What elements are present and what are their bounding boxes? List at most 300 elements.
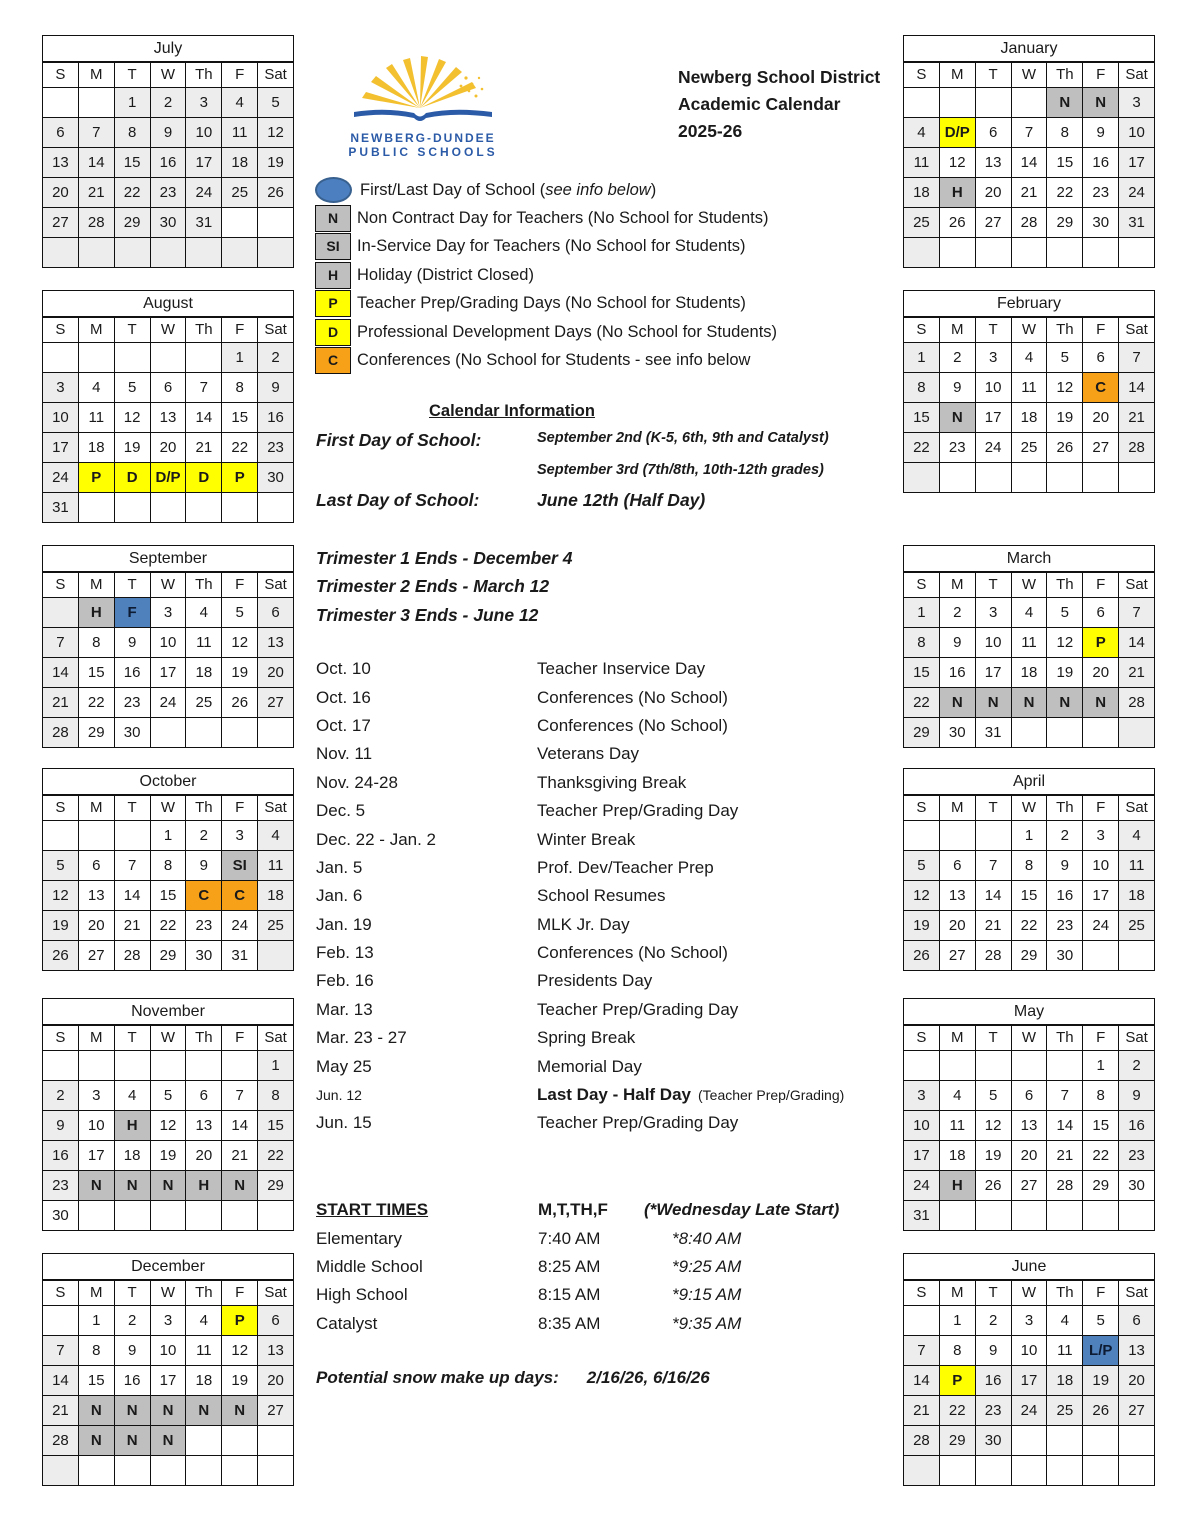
calendar-cell: 16 — [940, 657, 976, 687]
calendar-cell — [151, 1050, 187, 1080]
calendar-cell: 8 — [1012, 850, 1048, 880]
day-header: W — [1012, 572, 1048, 597]
calendar-cell: 11 — [1119, 850, 1155, 880]
month-title: May — [903, 998, 1155, 1025]
key-date-row — [316, 740, 896, 768]
calendar-cell: 10 — [976, 627, 1012, 657]
calendar-cell: 4 — [1012, 597, 1048, 627]
start-time-row — [316, 1253, 896, 1281]
last-day-value: June 12th (Half Day) — [537, 490, 706, 510]
key-date-row — [316, 1052, 896, 1080]
calendar-cell: 21 — [115, 910, 151, 940]
day-header: Sat — [1119, 1025, 1155, 1050]
calendar-cell — [79, 1200, 115, 1230]
day-header: Sat — [1119, 795, 1155, 820]
calendar-cell: 10 — [151, 627, 187, 657]
calendar-cell: 29 — [940, 1425, 976, 1455]
calendar-cell: 17 — [976, 657, 1012, 687]
calendar-cell: 2 — [43, 1080, 79, 1110]
day-header: T — [976, 1280, 1012, 1305]
calendar-cell — [1047, 237, 1083, 267]
calendar-cell: N — [115, 1170, 151, 1200]
calendar-cell — [258, 1455, 294, 1485]
calendar-cell — [1083, 237, 1119, 267]
day-header: M — [79, 317, 115, 342]
calendar-cell — [1012, 1455, 1048, 1485]
calendar-cell: 5 — [976, 1080, 1012, 1110]
calendar-cell: 22 — [904, 687, 940, 717]
calendar-cell: 1 — [904, 597, 940, 627]
late-start-time: *9:25 AM — [672, 1256, 742, 1276]
calendar-cell: 30 — [258, 462, 294, 492]
calendar-cell — [1012, 1200, 1048, 1230]
key-date: Mar. 23 - 27 — [316, 1028, 407, 1048]
key-date-desc: MLK Jr. Day — [537, 914, 630, 934]
day-header: T — [115, 1280, 151, 1305]
calendar-cell — [43, 597, 79, 627]
logo-text-line2: PUBLIC SCHOOLS — [348, 145, 498, 159]
calendar-august — [42, 290, 294, 523]
calendar-cell: 3 — [151, 597, 187, 627]
key-date-row — [316, 911, 896, 939]
calendar-cell: 27 — [258, 1395, 294, 1425]
calendar-cell: 13 — [151, 402, 187, 432]
start-time-row — [316, 1224, 896, 1252]
calendar-cell: 18 — [258, 880, 294, 910]
calendar-cell — [904, 820, 940, 850]
day-header: Th — [186, 1025, 222, 1050]
calendar-cell: H — [940, 1170, 976, 1200]
legend-label: Non Contract Day for Teachers (No School for Students) — [357, 209, 769, 228]
calendar-cell: 14 — [186, 402, 222, 432]
calendar-cell — [940, 820, 976, 850]
calendar-cell: 19 — [258, 147, 294, 177]
calendar-cell: 17 — [1012, 1365, 1048, 1395]
calendar-cell: 17 — [79, 1140, 115, 1170]
calendar-cell — [186, 717, 222, 747]
start-times-col-late: (*Wednesday Late Start) — [644, 1200, 840, 1220]
calendar-cell: 1 — [151, 820, 187, 850]
day-header: M — [940, 795, 976, 820]
calendar-cell: 25 — [258, 910, 294, 940]
calendar-cell: 11 — [1047, 1335, 1083, 1365]
trimester-1: Trimester 1 Ends - December 4 — [316, 548, 573, 568]
calendar-cell: 27 — [940, 940, 976, 970]
calendar-cell: 7 — [222, 1080, 258, 1110]
day-header: Th — [186, 572, 222, 597]
day-header: Th — [1047, 795, 1083, 820]
calendar-cell: 15 — [904, 402, 940, 432]
calendar-cell: 8 — [222, 372, 258, 402]
calendar-cell: 24 — [1119, 177, 1155, 207]
key-date-row — [316, 655, 896, 683]
calendar-cell: N — [940, 402, 976, 432]
calendar-cell: 26 — [904, 940, 940, 970]
calendar-cell: 22 — [258, 1140, 294, 1170]
calendar-cell: 17 — [43, 432, 79, 462]
calendar-cell: 22 — [115, 177, 151, 207]
day-header: W — [151, 1025, 187, 1050]
calendar-cell: 8 — [151, 850, 187, 880]
calendar-cell: 20 — [79, 910, 115, 940]
day-header: Th — [186, 1280, 222, 1305]
calendar-cell: 2 — [940, 597, 976, 627]
calendar-cell: H — [186, 1170, 222, 1200]
calendar-cell — [940, 462, 976, 492]
calendar-cell: 9 — [186, 850, 222, 880]
calendar-cell: 22 — [79, 687, 115, 717]
calendar-cell: 12 — [976, 1110, 1012, 1140]
trimester-3: Trimester 3 Ends - June 12 — [316, 604, 539, 625]
calendar-cell: 7 — [1119, 597, 1155, 627]
snow-label: Potential snow make up days: — [316, 1368, 559, 1387]
legend-code-box: D — [315, 319, 351, 346]
day-header: S — [904, 62, 940, 87]
calendar-cell: 14 — [79, 147, 115, 177]
calendar-cell: 16 — [258, 402, 294, 432]
start-times-col-regular: M,T,TH,F — [538, 1200, 608, 1220]
calendar-cell: 27 — [1083, 432, 1119, 462]
calendar-cell: 2 — [1047, 820, 1083, 850]
calendar-cell — [151, 342, 187, 372]
calendar-cell: 4 — [115, 1080, 151, 1110]
day-header: M — [940, 572, 976, 597]
day-header: F — [1083, 62, 1119, 87]
legend-label: Holiday (District Closed) — [357, 265, 534, 284]
legend-label: Teacher Prep/Grading Days (No School for Students) — [357, 294, 746, 313]
calendar-cell: 6 — [151, 372, 187, 402]
calendar-cell — [186, 237, 222, 267]
month-title: July — [42, 35, 294, 62]
calendar-december — [42, 1253, 294, 1486]
calendar-cell — [222, 717, 258, 747]
calendar-cell: C — [222, 880, 258, 910]
calendar-cell: 3 — [976, 597, 1012, 627]
calendar-cell: 12 — [222, 627, 258, 657]
calendar-cell: 4 — [1119, 820, 1155, 850]
calendar-cell: 11 — [904, 147, 940, 177]
calendar-cell: 12 — [940, 147, 976, 177]
calendar-cell: N — [1083, 687, 1119, 717]
calendar-cell: 7 — [79, 117, 115, 147]
last-day-label: Last Day of School: — [316, 490, 480, 510]
calendar-cell: N — [151, 1425, 187, 1455]
calendar-cell: 16 — [1047, 880, 1083, 910]
calendar-cell: 4 — [258, 820, 294, 850]
calendar-cell: 30 — [940, 717, 976, 747]
day-header: Sat — [258, 572, 294, 597]
legend-code-box: SI — [315, 233, 351, 260]
calendar-cell: 20 — [258, 657, 294, 687]
calendar-cell: H — [940, 177, 976, 207]
calendar-cell — [79, 492, 115, 522]
sunburst-book-icon — [348, 56, 498, 126]
calendar-cell: 27 — [43, 207, 79, 237]
day-header: S — [904, 795, 940, 820]
calendar-cell: 22 — [151, 910, 187, 940]
calendar-cell — [1047, 717, 1083, 747]
calendar-cell: P — [222, 1305, 258, 1335]
calendar-cell: 30 — [43, 1200, 79, 1230]
calendar-cell: 10 — [79, 1110, 115, 1140]
key-date: Jan. 6 — [316, 886, 363, 906]
day-header: M — [79, 572, 115, 597]
calendar-cell: 15 — [258, 1110, 294, 1140]
calendar-cell: 8 — [940, 1335, 976, 1365]
calendar-cell: 28 — [1119, 432, 1155, 462]
calendar-cell: 16 — [151, 147, 187, 177]
calendar-cell: 11 — [1012, 627, 1048, 657]
calendar-cell — [1047, 1200, 1083, 1230]
calendar-cell — [1119, 462, 1155, 492]
calendar-cell: 14 — [115, 880, 151, 910]
calendar-cell: 5 — [115, 372, 151, 402]
calendar-cell: P — [79, 462, 115, 492]
calendar-cell — [904, 237, 940, 267]
calendar-cell: 20 — [1083, 402, 1119, 432]
calendar-cell — [115, 1050, 151, 1080]
calendar-cell: 12 — [222, 1335, 258, 1365]
calendar-cell: 26 — [258, 177, 294, 207]
calendar-cell: 10 — [1083, 850, 1119, 880]
calendar-cell — [79, 237, 115, 267]
key-date: Dec. 5 — [316, 801, 366, 821]
day-header: Sat — [258, 1025, 294, 1050]
calendar-cell: 24 — [904, 1170, 940, 1200]
calendar-cell: 18 — [1047, 1365, 1083, 1395]
day-header: Th — [1047, 1025, 1083, 1050]
calendar-cell: 5 — [1047, 342, 1083, 372]
calendar-cell: 5 — [1083, 1305, 1119, 1335]
calendar-cell — [976, 462, 1012, 492]
calendar-cell — [115, 492, 151, 522]
day-header: F — [1083, 795, 1119, 820]
day-header: F — [1083, 1280, 1119, 1305]
calendar-april — [903, 768, 1155, 971]
start-time-row — [316, 1281, 896, 1309]
day-header: F — [222, 572, 258, 597]
calendar-cell: 10 — [43, 402, 79, 432]
key-date-note: (Teacher Prep/Grading) — [698, 1087, 845, 1104]
key-date-desc: Presidents Day — [537, 971, 653, 991]
first-day-label: First Day of School: — [316, 430, 482, 450]
calendar-cell: 22 — [1083, 1140, 1119, 1170]
calendar-cell: 28 — [1119, 687, 1155, 717]
day-header: W — [1012, 795, 1048, 820]
calendar-cell — [258, 492, 294, 522]
trimester-dates — [316, 544, 572, 629]
day-header: S — [43, 572, 79, 597]
key-date: Nov. 24-28 — [316, 772, 398, 792]
calendar-cell: N — [1047, 87, 1083, 117]
calendar-cell: 12 — [258, 117, 294, 147]
calendar-cell: 5 — [258, 87, 294, 117]
key-date-desc: Teacher Prep/Grading Day — [537, 999, 739, 1019]
calendar-cell: 10 — [976, 372, 1012, 402]
calendar-cell: 30 — [151, 207, 187, 237]
calendar-cell: 11 — [258, 850, 294, 880]
calendar-cell: D — [115, 462, 151, 492]
calendar-cell — [904, 462, 940, 492]
calendar-cell — [186, 1050, 222, 1080]
calendar-cell: 9 — [115, 1335, 151, 1365]
calendar-cell: 22 — [940, 1395, 976, 1425]
calendar-cell: 10 — [1119, 117, 1155, 147]
calendar-cell: N — [79, 1395, 115, 1425]
calendar-cell: 11 — [940, 1110, 976, 1140]
calendar-cell: 1 — [1083, 1050, 1119, 1080]
calendar-cell — [151, 1455, 187, 1485]
calendar-cell: 4 — [222, 87, 258, 117]
key-date-desc: Thanksgiving Break — [537, 772, 687, 792]
calendar-cell: 4 — [940, 1080, 976, 1110]
calendar-cell — [258, 1200, 294, 1230]
calendar-october — [42, 768, 294, 971]
day-header: Sat — [1119, 1280, 1155, 1305]
calendar-cell: N — [79, 1170, 115, 1200]
calendar-cell: 7 — [186, 372, 222, 402]
calendar-cell: 31 — [186, 207, 222, 237]
school-year: 2025-26 — [678, 121, 743, 141]
start-time-row — [316, 1310, 896, 1338]
calendar-cell: 22 — [1012, 910, 1048, 940]
calendar-cell: 23 — [1119, 1140, 1155, 1170]
calendar-cell — [1083, 1425, 1119, 1455]
calendar-cell: 19 — [115, 432, 151, 462]
calendar-cell: 21 — [79, 177, 115, 207]
calendar-cell — [115, 342, 151, 372]
calendar-january — [903, 35, 1155, 268]
calendar-cell: 1 — [79, 1305, 115, 1335]
calendar-cell — [151, 717, 187, 747]
calendar-cell: 24 — [186, 177, 222, 207]
snow-makeup-days — [316, 1368, 710, 1388]
calendar-cell: 3 — [1119, 87, 1155, 117]
calendar-cell: 11 — [186, 1335, 222, 1365]
calendar-cell — [1047, 1425, 1083, 1455]
calendar-cell — [940, 1050, 976, 1080]
calendar-cell: 18 — [115, 1140, 151, 1170]
calendar-cell — [115, 1200, 151, 1230]
calendar-cell: 9 — [258, 372, 294, 402]
calendar-cell: 29 — [151, 940, 187, 970]
calendar-cell — [79, 342, 115, 372]
legend-code-box: C — [315, 347, 351, 374]
calendar-cell: 6 — [258, 597, 294, 627]
legend-label: In-Service Day for Teachers (No School for Students) — [357, 237, 746, 256]
calendar-cell: 8 — [79, 1335, 115, 1365]
calendar-cell — [1012, 717, 1048, 747]
calendar-cell — [1119, 1200, 1155, 1230]
late-start-time: *9:15 AM — [672, 1285, 742, 1305]
calendar-cell — [1012, 1425, 1048, 1455]
calendar-cell — [79, 820, 115, 850]
calendar-cell: 18 — [904, 177, 940, 207]
calendar-cell: N — [186, 1395, 222, 1425]
calendar-cell — [186, 342, 222, 372]
day-header: W — [1012, 62, 1048, 87]
calendar-may — [903, 998, 1155, 1231]
key-date-desc: Spring Break — [537, 1028, 636, 1048]
calendar-cell: 21 — [1012, 177, 1048, 207]
calendar-cell: 7 — [1119, 342, 1155, 372]
calendar-cell: 22 — [222, 432, 258, 462]
day-header: F — [222, 795, 258, 820]
calendar-cell: 21 — [222, 1140, 258, 1170]
calendar-cell: 16 — [43, 1140, 79, 1170]
calendar-cell: 18 — [186, 657, 222, 687]
calendar-cell — [258, 1425, 294, 1455]
calendar-cell: 25 — [1047, 1395, 1083, 1425]
calendar-cell — [1083, 1200, 1119, 1230]
calendar-cell: 4 — [79, 372, 115, 402]
calendar-cell: N — [1012, 687, 1048, 717]
calendar-cell: 23 — [151, 177, 187, 207]
calendar-cell: 30 — [115, 717, 151, 747]
calendar-cell: 28 — [1047, 1170, 1083, 1200]
calendar-march — [903, 545, 1155, 748]
calendar-cell: 12 — [1047, 372, 1083, 402]
calendar-cell: 14 — [43, 657, 79, 687]
calendar-cell: P — [222, 462, 258, 492]
month-title: December — [42, 1253, 294, 1280]
calendar-cell: N — [1047, 687, 1083, 717]
calendar-cell: 3 — [1012, 1305, 1048, 1335]
legend-row — [315, 233, 895, 261]
calendar-cell: 26 — [1047, 432, 1083, 462]
day-header: M — [940, 1280, 976, 1305]
calendar-cell: 24 — [1012, 1395, 1048, 1425]
day-header: M — [79, 1025, 115, 1050]
calendar-cell: 8 — [115, 117, 151, 147]
calendar-cell: 13 — [258, 1335, 294, 1365]
calendar-cell — [976, 237, 1012, 267]
calendar-cell: 28 — [1012, 207, 1048, 237]
calendar-cell — [151, 1200, 187, 1230]
key-date-desc: Winter Break — [537, 829, 636, 849]
calendar-cell: 14 — [1119, 372, 1155, 402]
calendar-july — [42, 35, 294, 268]
calendar-cell — [222, 207, 258, 237]
calendar-november — [42, 998, 294, 1231]
day-header: F — [1083, 1025, 1119, 1050]
day-header: M — [940, 1025, 976, 1050]
calendar-cell: 23 — [1047, 910, 1083, 940]
calendar-cell — [258, 237, 294, 267]
regular-start-time: 7:40 AM — [538, 1228, 601, 1248]
key-date: May 25 — [316, 1056, 372, 1076]
calendar-cell: D — [186, 462, 222, 492]
calendar-cell — [186, 492, 222, 522]
day-header: T — [976, 317, 1012, 342]
month-title: March — [903, 545, 1155, 572]
calendar-cell — [1012, 1050, 1048, 1080]
month-title: February — [903, 290, 1155, 317]
day-header: S — [904, 317, 940, 342]
calendar-cell: 3 — [904, 1080, 940, 1110]
calendar-cell: 22 — [1047, 177, 1083, 207]
start-times-header — [316, 1196, 896, 1224]
calendar-cell — [1119, 1455, 1155, 1485]
calendar-cell: N — [940, 687, 976, 717]
calendar-cell: 30 — [186, 940, 222, 970]
calendar-cell: 15 — [222, 402, 258, 432]
calendar-cell: N — [222, 1395, 258, 1425]
calendar-cell: N — [115, 1395, 151, 1425]
calendar-cell: 3 — [1083, 820, 1119, 850]
calendar-cell — [79, 1050, 115, 1080]
calendar-cell: 8 — [1047, 117, 1083, 147]
